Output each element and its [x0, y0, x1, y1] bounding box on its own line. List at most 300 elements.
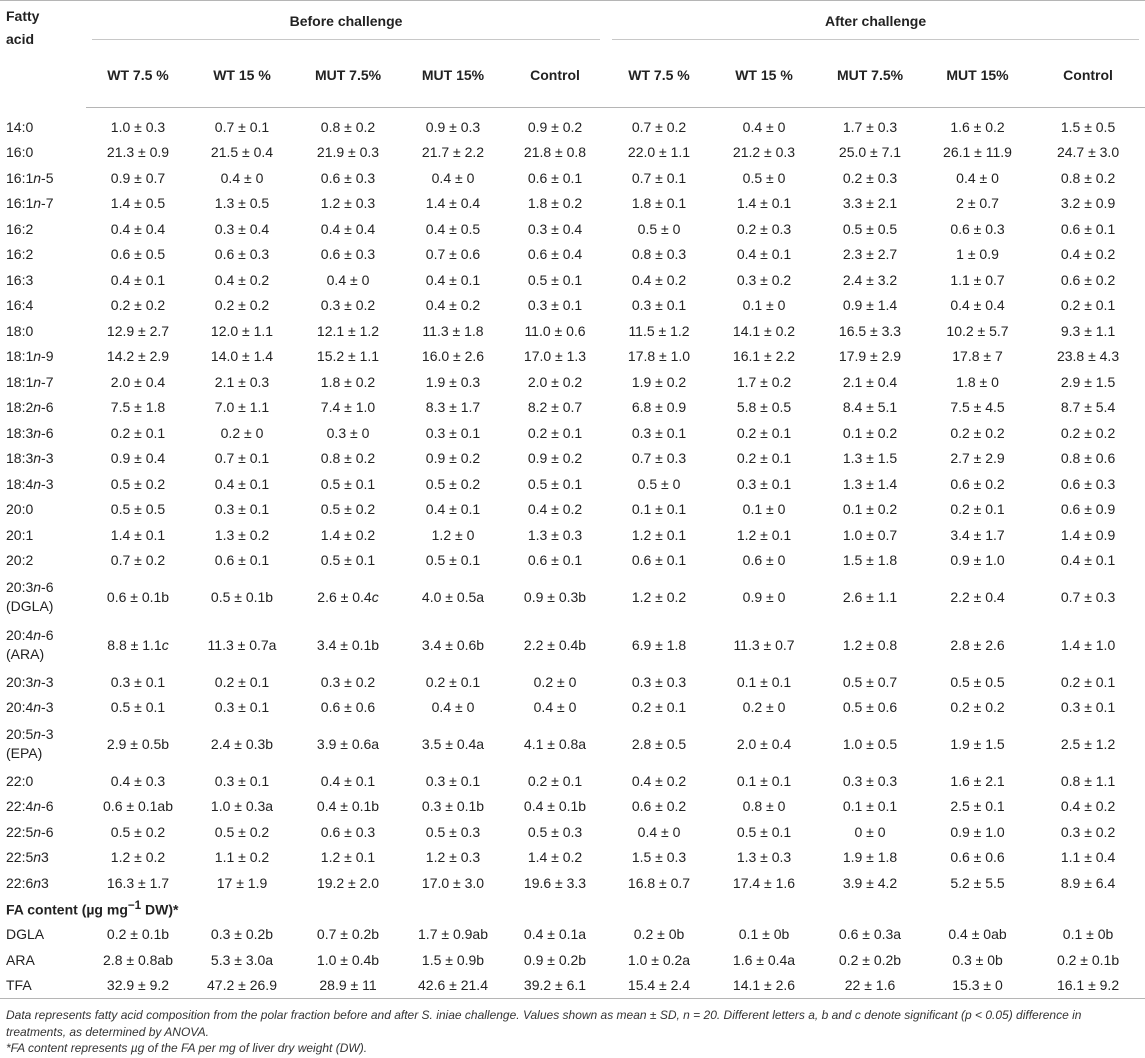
column-header: MUT 7.5% [294, 59, 402, 108]
table-row [0, 267, 1145, 293]
value-cell: 0.4 ± 0.4 [110, 220, 166, 237]
value-cell: 16.1 ± 2.2 [732, 348, 796, 365]
value-cell: 0.5 ± 0.2 [110, 475, 166, 492]
value-cell: 1.2 ± 0.1 [736, 526, 792, 543]
value-cell: 0.6 ± 0 [742, 552, 786, 569]
value-cell: 0.3 ± 0.2 [320, 297, 376, 314]
value-cell: 22 ± 1.6 [816, 973, 924, 999]
value-cell: 0.1 ± 0 [742, 501, 786, 518]
value-cell: 0.7 ± 0.3 [631, 450, 687, 467]
value-cell: 15.2 ± 1.1 [316, 348, 380, 365]
value-cell: 0.5 ± 0.2 [320, 501, 376, 518]
value-cell: 2.5 ± 0.1 [950, 798, 1005, 815]
table-row [0, 165, 1145, 191]
value-cell: 11.5 ± 1.2 [628, 322, 690, 339]
value-cell: 0.3 ± 0.3 [842, 772, 898, 789]
value-cell: 1.7 ± 0.2 [736, 373, 792, 390]
value-cell: 14.1 ± 2.6 [712, 973, 816, 999]
row-label: 20:0 [6, 501, 34, 518]
value-cell: 0.2 ± 0.1b [106, 926, 170, 943]
value-cell: 2.9 ± 1.5 [1060, 373, 1116, 390]
value-cell: 0.8 ± 0.3 [631, 246, 687, 263]
value-cell: 4.0 ± 0.5a [421, 589, 485, 605]
value-cell: 0.3 ± 0.1 [631, 424, 687, 441]
value-cell: 0.9 ± 1.0 [950, 823, 1005, 840]
value-cell: 3.9 ± 0.6a [316, 736, 380, 752]
table-row [0, 768, 1145, 794]
value-cell: 0.6 ± 0.4 [527, 246, 583, 263]
value-cell: 0.3 ± 0.1 [631, 297, 687, 314]
table-row [0, 420, 1145, 446]
value-cell: 0.5 ± 0.3 [527, 823, 583, 840]
value-cell: 0.4 ± 0.2 [425, 297, 481, 314]
value-cell: 12.9 ± 2.7 [106, 322, 170, 339]
value-cell: 1.6 ± 0.2 [950, 118, 1005, 135]
column-header: WT 7.5 % [606, 59, 712, 108]
row-label: 14:0 [6, 118, 34, 135]
value-cell: 0.3 ± 0.1 [110, 673, 166, 690]
row-label: 22:0 [6, 772, 34, 789]
value-cell: 2.0 ± 0.2 [527, 373, 583, 390]
value-cell: 0.5 ± 0.2 [425, 475, 481, 492]
value-cell: 1.8 ± 0 [956, 373, 999, 390]
table-row [0, 669, 1145, 695]
value-cell: 10.2 ± 5.7 [946, 322, 1009, 339]
value-cell: 3.5 ± 0.4a [421, 736, 485, 752]
value-cell: 1.3 ± 0.5 [214, 195, 270, 212]
column-header: Control [1031, 59, 1145, 108]
value-cell: 0.5 ± 0 [637, 220, 681, 237]
value-cell: 0.6 ± 0.1ab [103, 798, 173, 815]
value-cell: 2 ± 0.7 [956, 195, 999, 212]
value-cell: 0.2 ± 0.1 [214, 673, 270, 690]
value-cell: 1.4 ± 0.4 [425, 195, 481, 212]
table-row [0, 720, 1145, 768]
value-cell: 0.1 ± 0.1 [842, 798, 898, 815]
value-cell: 0.4 ± 0.1 [214, 475, 270, 492]
value-cell: 2.6 ± 1.1 [842, 589, 898, 605]
table-row [0, 108, 1145, 140]
column-header: MUT 15% [924, 59, 1031, 108]
value-cell: 0.5 ± 0.1 [320, 475, 376, 492]
value-cell: 11.3 ± 1.8 [422, 322, 484, 339]
value-cell: 42.6 ± 21.4 [402, 973, 504, 999]
value-cell: 0.8 ± 1.1 [1060, 772, 1116, 789]
value-cell: 21.2 ± 0.3 [732, 144, 796, 161]
value-cell: 1.2 ± 0.3 [320, 195, 376, 212]
value-cell: 0.2 ± 0.1b [1056, 951, 1120, 968]
value-cell: 22.0 ± 1.1 [627, 144, 691, 161]
value-cell: 0.9 ± 1.0 [950, 552, 1005, 569]
value-cell: 1.6 ± 0.4a [732, 951, 796, 968]
value-cell: 0.6 ± 0.1 [527, 552, 583, 569]
row-label: 18:2n-6 [6, 399, 54, 416]
row-label: DGLA [6, 926, 45, 943]
table-header [0, 1, 1145, 108]
value-cell: 2.8 ± 0.5 [631, 736, 687, 752]
table-row [0, 794, 1145, 820]
value-cell: 0.5 ± 0.5 [950, 673, 1005, 690]
row-label: 16:2 [6, 246, 34, 263]
value-cell: 0.2 ± 0.2 [1060, 424, 1116, 441]
table-row [0, 140, 1145, 166]
value-cell: 16.8 ± 0.7 [627, 874, 691, 891]
value-cell: 0.4 ± 0 [431, 699, 475, 716]
value-cell: 2.0 ± 0.4 [110, 373, 166, 390]
row-label: 20:3n-6 (DGLA) [6, 579, 54, 614]
value-cell: 14.0 ± 1.4 [210, 348, 274, 365]
value-cell: 0.7 ± 0.6 [425, 246, 481, 263]
value-cell: 1.5 ± 0.9b [421, 951, 485, 968]
value-cell: 0.2 ± 0.1 [527, 424, 583, 441]
value-cell: 1.2 ± 0 [431, 526, 475, 543]
value-cell: 0.2 ± 0.1 [950, 501, 1005, 518]
value-cell: 0.6 ± 0.6 [950, 849, 1005, 866]
value-cell: 0.4 ± 0.3 [110, 772, 166, 789]
value-cell: 3.4 ± 0.1b [316, 637, 380, 653]
value-cell: 1.5 ± 0.5 [1060, 118, 1116, 135]
value-cell: 0.6 ± 0.1 [631, 552, 687, 569]
value-cell: 8.3 ± 1.7 [425, 399, 481, 416]
table-row [0, 947, 1145, 973]
value-cell: 3.4 ± 0.6b [421, 637, 485, 653]
value-cell: 0.8 ± 0.2 [320, 118, 376, 135]
value-cell: 0.2 ± 0 [533, 673, 577, 690]
value-cell: 0.6 ± 0.5 [110, 246, 166, 263]
value-cell: 0.9 ± 0 [742, 589, 786, 605]
table-row [0, 522, 1145, 548]
column-header: WT 15 % [712, 59, 816, 108]
value-cell: 0.1 ± 0b [1062, 926, 1114, 943]
value-cell: 0.3 ± 0.1 [1060, 699, 1116, 716]
value-cell: 0.4 ± 0.1 [110, 271, 166, 288]
value-cell: 0.3 ± 0.2 [736, 271, 792, 288]
value-cell: 0.4 ± 0 [533, 699, 577, 716]
value-cell: 0.4 ± 0.1b [316, 798, 380, 815]
value-cell: 1.3 ± 0.2 [214, 526, 270, 543]
value-cell: 1.0 ± 0.3 [110, 118, 166, 135]
row-label: 20:4n-6 (ARA) [6, 627, 54, 662]
row-label: 18:3n-3 [6, 450, 54, 467]
column-header-row [0, 59, 1145, 108]
value-cell: 0.2 ± 0.1 [736, 424, 792, 441]
table-row [0, 922, 1145, 948]
value-cell: 0.5 ± 0 [742, 169, 786, 186]
value-cell: 0.4 ± 0 [326, 271, 370, 288]
value-cell: 0.3 ± 0.1 [736, 475, 792, 492]
value-cell: 8.8 ± 1.1c [107, 637, 169, 653]
value-cell: 1.0 ± 0.7 [842, 526, 898, 543]
value-cell: 0.6 ± 0.1 [214, 552, 270, 569]
value-cell: 3.2 ± 0.9 [1060, 195, 1116, 212]
value-cell: 0.5 ± 0.2 [110, 823, 166, 840]
row-label: 20:3n-3 [6, 673, 54, 690]
value-cell: 0.5 ± 0 [637, 475, 681, 492]
value-cell: 0.7 ± 0.2 [110, 552, 166, 569]
value-cell: 1.2 ± 0.1 [631, 526, 687, 543]
value-cell: 11.0 ± 0.6 [524, 322, 586, 339]
value-cell: 26.1 ± 11.9 [943, 144, 1012, 161]
value-cell: 3.3 ± 2.1 [842, 195, 898, 212]
row-label: 20:1 [6, 526, 34, 543]
value-cell: 12.1 ± 1.2 [316, 322, 380, 339]
value-cell: 0.5 ± 0.1 [527, 271, 583, 288]
value-cell: 0.8 ± 0.6 [1060, 450, 1116, 467]
column-header: WT 7.5 % [86, 59, 190, 108]
table-row [0, 369, 1145, 395]
table-row [0, 446, 1145, 472]
value-cell: 0.9 ± 1.4 [842, 297, 898, 314]
row-label: 16:2 [6, 220, 34, 237]
row-label: 16:1n-7 [6, 195, 54, 212]
value-cell: 0.5 ± 0.3 [425, 823, 481, 840]
value-cell: 11.3 ± 0.7 [733, 637, 795, 653]
value-cell: 8.7 ± 5.4 [1060, 399, 1116, 416]
value-cell: 0.2 ± 0.3 [842, 169, 898, 186]
value-cell: 1.4 ± 0.1 [736, 195, 792, 212]
table-row [0, 845, 1145, 871]
value-cell: 2.9 ± 0.5b [106, 736, 170, 752]
value-cell: 1.4 ± 0.9 [1060, 526, 1116, 543]
value-cell: 16.1 ± 9.2 [1031, 973, 1145, 999]
value-cell: 1.0 ± 0.2a [627, 951, 691, 968]
row-label: 16:3 [6, 271, 34, 288]
row-label: 20:4n-3 [6, 699, 54, 716]
value-cell: 0.8 ± 0.2 [320, 450, 376, 467]
table-row [0, 191, 1145, 217]
row-label: 18:4n-3 [6, 475, 54, 492]
value-cell: 2.5 ± 1.2 [1060, 736, 1116, 752]
value-cell: 0 ± 0 [854, 823, 886, 840]
value-cell: 2.8 ± 2.6 [950, 637, 1005, 653]
value-cell: 0.2 ± 0.2b [838, 951, 902, 968]
value-cell: 0.4 ± 0.2 [1060, 246, 1116, 263]
value-cell: 0.6 ± 0.1 [1060, 220, 1116, 237]
table-row [0, 573, 1145, 621]
value-cell: 0.3 ± 0.2 [1060, 823, 1116, 840]
value-cell: 1.9 ± 0.3 [425, 373, 481, 390]
value-cell: 39.2 ± 6.1 [504, 973, 606, 999]
value-cell: 2.8 ± 0.8ab [103, 951, 173, 968]
value-cell: 1.4 ± 1.0 [1060, 637, 1116, 653]
value-cell: 1.2 ± 0.2 [110, 849, 166, 866]
value-cell: 2.0 ± 0.4 [736, 736, 792, 752]
value-cell: 5.2 ± 5.5 [950, 874, 1005, 891]
value-cell: 0.1 ± 0.1 [736, 772, 792, 789]
row-label: 22:5n3 [6, 849, 49, 866]
value-cell: 0.6 ± 0.1 [527, 169, 583, 186]
value-cell: 0.5 ± 0.1 [320, 552, 376, 569]
value-cell: 0.4 ± 0 [956, 169, 999, 186]
value-cell: 1.0 ± 0.4b [316, 951, 380, 968]
value-cell: 0.2 ± 0.1 [736, 450, 792, 467]
value-cell: 1.5 ± 0.3 [631, 849, 687, 866]
value-cell: 0.3 ± 0.4 [214, 220, 270, 237]
value-cell: 1.2 ± 0.2 [631, 589, 687, 605]
value-cell: 23.8 ± 4.3 [1056, 348, 1120, 365]
value-cell: 0.3 ± 0.2b [210, 926, 274, 943]
value-cell: 1.4 ± 0.2 [527, 849, 583, 866]
value-cell: 0.6 ± 0.2 [1060, 271, 1116, 288]
value-cell: 0.6 ± 0.3 [214, 246, 270, 263]
value-cell: 0.2 ± 0.1 [527, 772, 583, 789]
value-cell: 16.0 ± 2.6 [421, 348, 485, 365]
value-cell: 0.4 ± 0.4 [320, 220, 376, 237]
value-cell: 21.7 ± 2.2 [421, 144, 485, 161]
value-cell: 0.2 ± 0.1 [631, 699, 687, 716]
value-cell: 9.3 ± 1.1 [1060, 322, 1116, 339]
value-cell: 0.6 ± 0.2 [950, 475, 1005, 492]
value-cell: 1.2 ± 0.3 [425, 849, 481, 866]
value-cell: 0.2 ± 0.1 [110, 424, 166, 441]
value-cell: 1.3 ± 1.5 [842, 450, 898, 467]
column-header: Control [504, 59, 606, 108]
footnote-main: Data represents fatty acid composition from the polar fraction before and after S. iniae challenge. Values shown as mean ± SD, n = 20. Different letters a, b and c denote significant (p < 0.05) difference in treatments, as determined by ANOVA. [6, 1008, 1082, 1039]
value-cell: 16.3 ± 1.7 [106, 874, 170, 891]
row-label: 16:4 [6, 297, 34, 314]
value-cell: 21.5 ± 0.4 [210, 144, 274, 161]
value-cell: 7.4 ± 1.0 [320, 399, 376, 416]
value-cell: 0.1 ± 0 [742, 297, 786, 314]
value-cell: 17.8 ± 1.0 [627, 348, 691, 365]
value-cell: 0.8 ± 0 [742, 798, 786, 815]
value-cell: 1.4 ± 0.2 [320, 526, 376, 543]
value-cell: 17.8 ± 7 [952, 348, 1003, 365]
value-cell: 0.4 ± 0.2 [214, 271, 270, 288]
before-challenge-header: Before challenge [86, 1, 606, 60]
table-row [0, 497, 1145, 523]
value-cell: 0.3 ± 0.1 [214, 772, 270, 789]
value-cell: 7.0 ± 1.1 [214, 399, 270, 416]
column-header: WT 15 % [190, 59, 294, 108]
value-cell: 0.3 ± 0.1 [425, 424, 481, 441]
value-cell: 15.4 ± 2.4 [606, 973, 712, 999]
value-cell: 0.9 ± 0.3 [425, 118, 481, 135]
value-cell: 4.1 ± 0.8a [523, 736, 587, 752]
value-cell: 1.4 ± 0.1 [110, 526, 166, 543]
value-cell: 47.2 ± 26.9 [190, 973, 294, 999]
value-cell: 1.3 ± 0.3 [736, 849, 792, 866]
value-cell: 2.1 ± 0.4 [842, 373, 898, 390]
table-row [0, 293, 1145, 319]
value-cell: 1.9 ± 1.8 [842, 849, 898, 866]
value-cell: 0.7 ± 0.1 [214, 450, 270, 467]
value-cell: 0.1 ± 0.1 [631, 501, 687, 518]
value-cell: 0.7 ± 0.2b [316, 926, 380, 943]
value-cell: 0.2 ± 0 [742, 699, 786, 716]
fatty-acid-header: Fatty acid [0, 1, 86, 108]
table-row [0, 216, 1145, 242]
table-row [0, 870, 1145, 896]
value-cell: 0.3 ± 0.2 [320, 673, 376, 690]
value-cell: 0.3 ± 0.1 [214, 699, 270, 716]
value-cell: 0.4 ± 0.2 [527, 501, 583, 518]
value-cell: 0.3 ± 0.1b [421, 798, 485, 815]
value-cell: 2.4 ± 0.3b [210, 736, 274, 752]
row-label: 20:5n-3 (EPA) [6, 726, 54, 761]
value-cell: 0.4 ± 0.1 [425, 271, 481, 288]
value-cell: 0.2 ± 0.2 [950, 424, 1005, 441]
value-cell: 17.4 ± 1.6 [732, 874, 796, 891]
value-cell: 0.5 ± 0.1b [210, 589, 274, 605]
row-label: 16:0 [6, 144, 34, 161]
value-cell: 0.3 ± 0 [326, 424, 370, 441]
value-cell: 0.6 ± 0.3 [950, 220, 1005, 237]
value-cell: 12.0 ± 1.1 [210, 322, 274, 339]
value-cell: 7.5 ± 1.8 [110, 399, 166, 416]
value-cell: 2.2 ± 0.4b [523, 637, 587, 653]
value-cell: 21.9 ± 0.3 [316, 144, 380, 161]
value-cell: 0.7 ± 0.2 [631, 118, 687, 135]
value-cell: 0.5 ± 0.6 [842, 699, 898, 716]
value-cell: 1.2 ± 0.1 [320, 849, 376, 866]
value-cell: 0.1 ± 0.2 [842, 501, 898, 518]
value-cell: 17 ± 1.9 [216, 874, 268, 891]
value-cell: 0.3 ± 0.1 [425, 772, 481, 789]
value-cell: 0.3 ± 0.3 [631, 673, 687, 690]
value-cell: 1.0 ± 0.5 [842, 736, 898, 752]
value-cell: 0.9 ± 0.2 [425, 450, 481, 467]
value-cell: 1.8 ± 0.2 [320, 373, 376, 390]
value-cell: 0.2 ± 0 [220, 424, 264, 441]
value-cell: 0.6 ± 0.3 [320, 823, 376, 840]
value-cell: 1.1 ± 0.7 [950, 271, 1005, 288]
value-cell: 0.3 ± 0.4 [527, 220, 583, 237]
value-cell: 1.9 ± 0.2 [631, 373, 687, 390]
value-cell: 15.3 ± 0 [924, 973, 1031, 999]
value-cell: 0.2 ± 0.1 [1060, 673, 1116, 690]
value-cell: 0.9 ± 0.3b [523, 589, 587, 605]
value-cell: 7.5 ± 4.5 [950, 399, 1005, 416]
value-cell: 0.1 ± 0.2 [842, 424, 898, 441]
value-cell: 0.5 ± 0.7 [842, 673, 898, 690]
value-cell: 0.4 ± 0.5 [425, 220, 481, 237]
value-cell: 1.7 ± 0.3 [842, 118, 898, 135]
value-cell: 6.8 ± 0.9 [631, 399, 687, 416]
fa-content-section-label: FA content (µg $mg^{-1}$ DW)* [6, 899, 179, 918]
value-cell: 3.4 ± 1.7 [950, 526, 1005, 543]
row-label: 16:1n-5 [6, 169, 54, 186]
value-cell: 0.2 ± 0.2 [950, 699, 1005, 716]
value-cell: 1.1 ± 0.2 [214, 849, 270, 866]
value-cell: 28.9 ± 11 [294, 973, 402, 999]
value-cell: 0.4 ± 0.2 [631, 271, 687, 288]
value-cell: 11.3 ± 0.7a [207, 637, 277, 653]
value-cell: 0.5 ± 0.5 [110, 501, 166, 518]
table-row [0, 695, 1145, 721]
value-cell: 25.0 ± 7.1 [838, 144, 902, 161]
value-cell: 0.4 ± 0.2 [1060, 798, 1116, 815]
value-cell: 0.2 ± 0b [633, 926, 685, 943]
value-cell: 0.4 ± 0ab [948, 926, 1007, 943]
table-row [0, 548, 1145, 574]
value-cell: 0.7 ± 0.1 [214, 118, 270, 135]
value-cell: 14.2 ± 2.9 [106, 348, 170, 365]
value-cell: 0.4 ± 0 [220, 169, 264, 186]
value-cell: 0.6 ± 0.3 [320, 246, 376, 263]
value-cell: 16.5 ± 3.3 [838, 322, 902, 339]
value-cell: 32.9 ± 9.2 [86, 973, 190, 999]
value-cell: 24.7 ± 3.0 [1056, 144, 1120, 161]
value-cell: 0.1 ± 0b [738, 926, 790, 943]
value-cell: 0.4 ± 0.1 [1060, 552, 1116, 569]
value-cell: 0.8 ± 0.2 [1060, 169, 1116, 186]
value-cell: 0.2 ± 0.1 [425, 673, 481, 690]
table-row [0, 318, 1145, 344]
row-label: TFA [0, 973, 86, 999]
table-row [0, 471, 1145, 497]
column-header: MUT 15% [402, 59, 504, 108]
